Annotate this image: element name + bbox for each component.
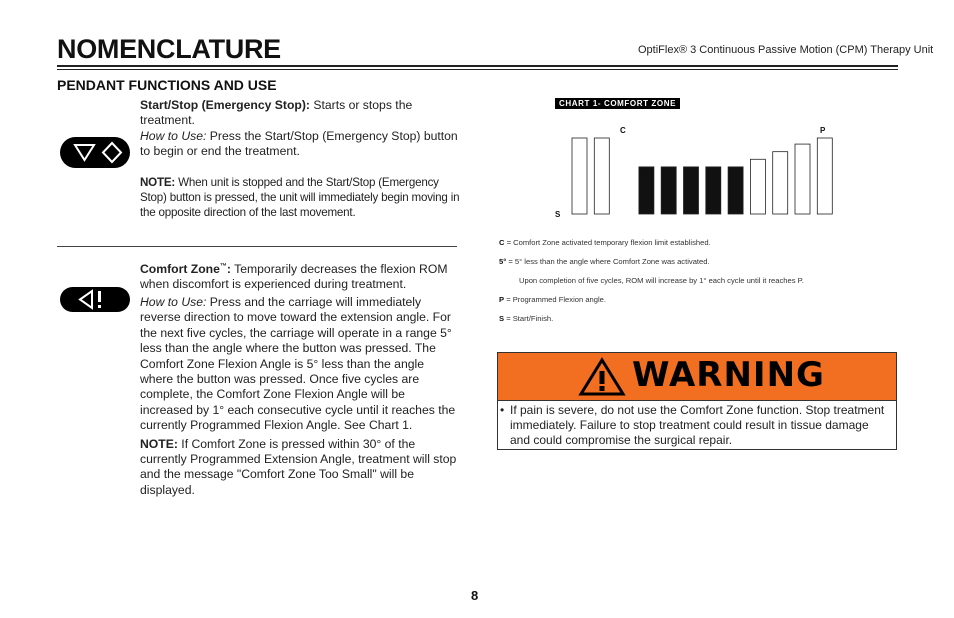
legend-text: Upon completion of five cycles, ROM will increase by 1° each cycle until it reaches P. [519, 276, 804, 285]
note-label: NOTE: [140, 175, 176, 189]
stop-triangle-icon [75, 145, 94, 160]
legend-item [499, 314, 553, 323]
legend-item [499, 238, 711, 247]
legend-key: S [499, 314, 505, 323]
chart-label-five-degrees: 5° [642, 169, 649, 176]
legend-text: = Comfort Zone activated temporary flexion limit established. [504, 238, 711, 247]
start-stop-note: When unit is stopped and the Start/Stop (Emergency Stop) button is pressed, the unit will immediately begin moving in the opposite direction of the last movement. [140, 175, 460, 220]
howto-label: How to Use: [140, 128, 207, 143]
product-subtitle: OptiFlex® 3 Continuous Passive Motion (CPM) Therapy Unit [638, 44, 934, 56]
page-number: 8 [471, 588, 479, 603]
legend-key: P [499, 295, 505, 304]
comfort-zone-description: Comfort Zone™: Temporarily decreases the flexion ROM when discomfort is experienced during treatment. How to Use: Press and the carriage will immediately reverse direction to move toward the extension angle. For the next five cycles, the carriage will operate in a range 5° less than the angle where the button was pressed. The Comfort Zone Flexion Angle is 5° less than the angle where the button was pressed. Once five cycles are complete, the Comfort Zone Flexion Angle will be increased by 1° each consecutive cycle until it reaches the currently Programmed Flexion Angle. See Chart 1. NOTE: If Comfort Zone is pressed within 30° of the currently Programmed Extension Angle, treatment will stop and the message "Comfort Zone Too Small" will be displayed. [140, 262, 457, 497]
chart-bar [750, 159, 765, 214]
warning-bullet: • [500, 403, 505, 417]
warning-text: If pain is severe, do not use the Comfort Zone function. Stop treatment immediately. Failure to stop treatment could result in tissue damage and could compromise the surgical repair. [510, 403, 885, 447]
comfort-zone-name: Comfort Zone [140, 262, 220, 277]
section-heading: PENDANT FUNCTIONS AND USE [57, 77, 277, 93]
chart-label-p: P [820, 126, 826, 135]
note-label-2: NOTE: [140, 436, 178, 451]
legend-item [499, 257, 710, 266]
chart-bar [817, 138, 832, 214]
legend-key: C [499, 238, 505, 247]
comfort-zone-chart [550, 118, 850, 228]
comfort-zone-note: If Comfort Zone is pressed within 30° of the currently Programmed Extension Angle, treatment will stop and the message "Comfort Zone Too Small" will be displayed. [140, 436, 457, 497]
howto-label-2: How to Use: [140, 294, 207, 309]
header-rule-thin [57, 69, 898, 70]
comfort-zone-howto: Press and the carriage will immediately reverse direction to move toward the extension angle. For the next five cycles, the carriage will operate in a range 5° less than the angle where the button was pressed. The Comfort Zone Flexion Angle is 5° less than the angle where the button was pressed. Once five cycles are complete, the Comfort Zone Flexion Angle will be increased by 1° each consecutive cycle until it reaches the currently Programmed Flexion Angle. See Chart 1. [140, 294, 456, 433]
start-diamond-icon [103, 143, 121, 162]
warning-body [500, 403, 890, 448]
start-stop-howto: Press the Start/Stop (Emergency Stop) button to begin or end the treatment. [140, 128, 458, 159]
comfort-zone-button-icon [60, 287, 130, 312]
chart-label-s: S [555, 210, 561, 219]
header-rule [57, 65, 898, 67]
chart-bar [773, 152, 788, 214]
chart-bar [594, 138, 609, 214]
start-stop-description [140, 98, 460, 221]
legend-item [519, 276, 804, 285]
section-divider [57, 246, 457, 247]
trademark: ™ [219, 263, 227, 270]
chart-title: CHART 1- COMFORT ZONE [555, 98, 680, 109]
start-stop-name: Start/Stop (Emergency Stop): [140, 98, 310, 112]
legend-item [499, 295, 606, 304]
page-title: NOMENCLATURE [57, 34, 281, 64]
chart-bar [728, 167, 743, 214]
legend-text: = Programmed Flexion angle. [504, 295, 607, 304]
chart-bar [706, 167, 721, 214]
comfort-zone-desc: Temporarily decreases the flexion ROM when discomfort is experienced during treatment. [140, 262, 448, 292]
chart-bar [684, 167, 699, 214]
legend-text: = 5° less than the angle where Comfort Zone was activated. [506, 257, 710, 266]
warning-heading: WARNING [632, 355, 825, 395]
chart-bar [661, 167, 676, 214]
chart-label-c: C [620, 126, 626, 135]
start-stop-desc: Starts or stops the treatment. [140, 98, 413, 128]
start-stop-button-icon [60, 137, 130, 168]
legend-key: 5° [499, 257, 507, 266]
chart-bar [572, 138, 587, 214]
legend-text: = Start/Finish. [504, 314, 554, 323]
left-arrow-icon [80, 291, 92, 308]
warning-triangle-icon [578, 357, 626, 397]
chart-bar [795, 144, 810, 214]
